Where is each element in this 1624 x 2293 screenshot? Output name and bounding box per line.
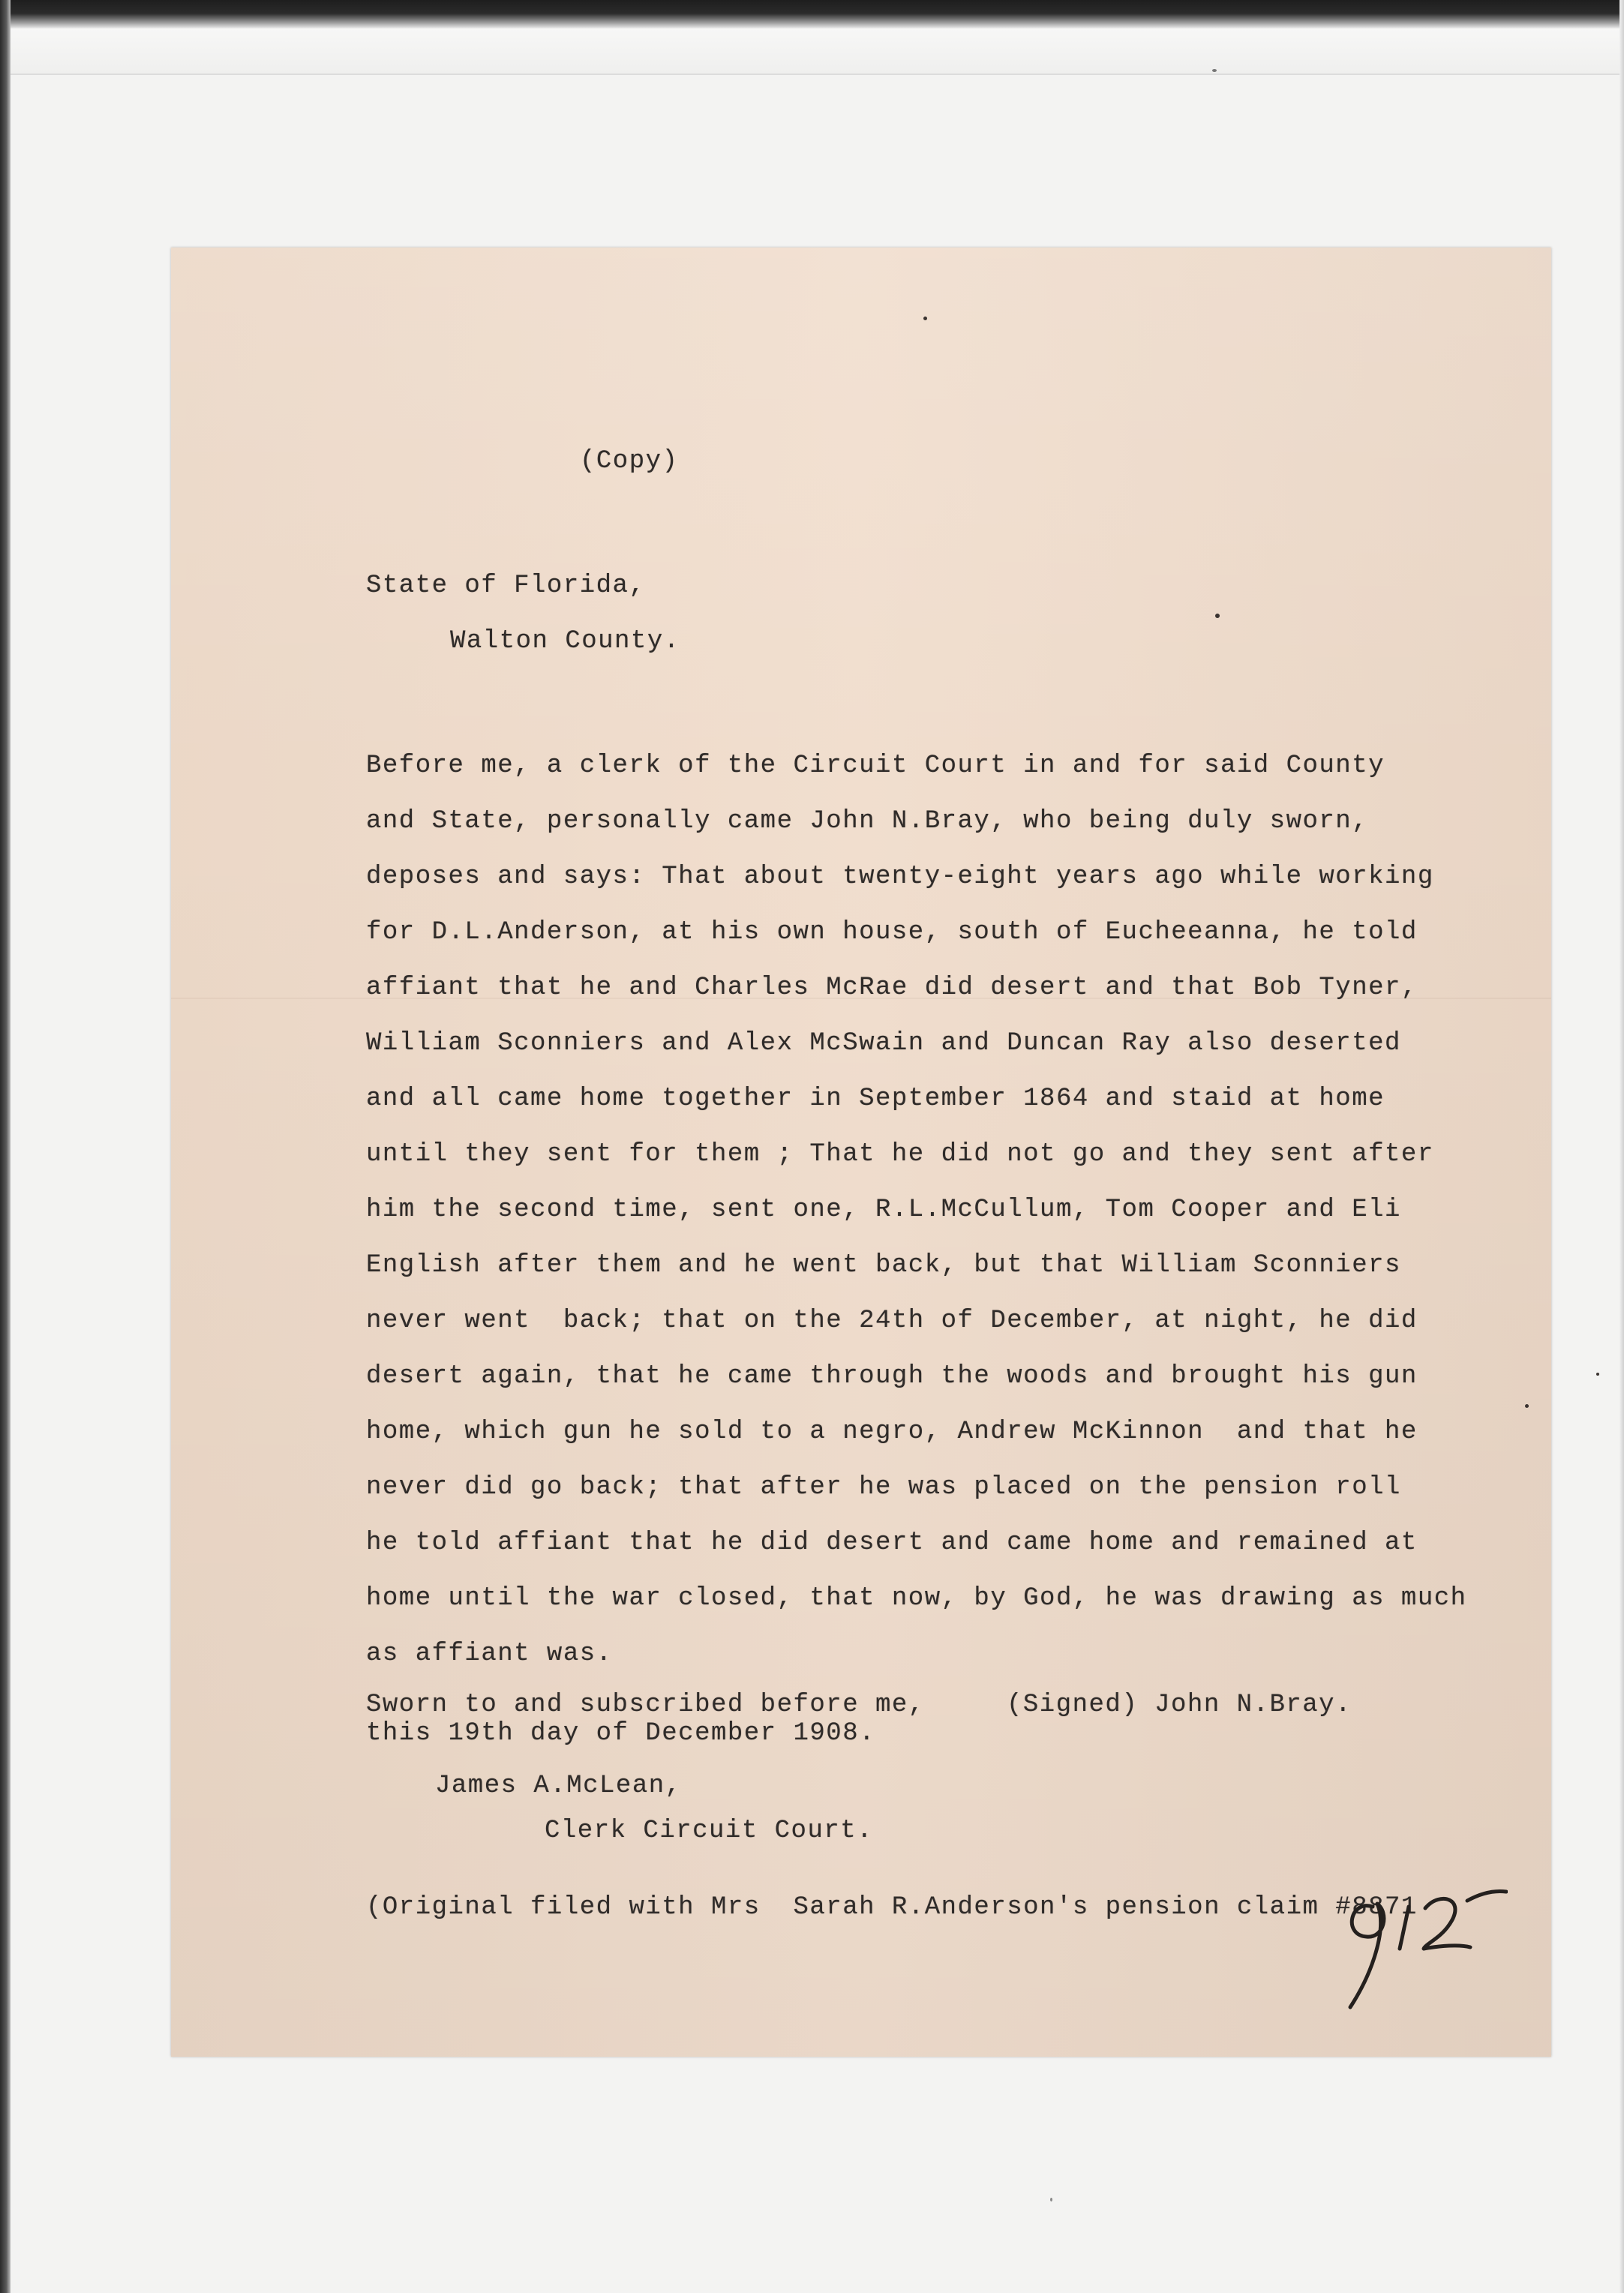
scanner-top-band [11, 29, 1624, 75]
signature-line: (Signed) John N.Bray. [1007, 1691, 1352, 1719]
paper-speck [1525, 1404, 1529, 1408]
body-line: him the second time, sent one, R.L.McCullum, Tom Cooper and Eli [366, 1196, 1401, 1224]
paper-speck [923, 317, 927, 320]
body-line: and all came home together in September 1864 and staid at home [366, 1085, 1385, 1113]
body-line: English after them and he went back, but that William Sconniers [366, 1251, 1401, 1280]
body-line: William Sconniers and Alex McSwain and Duncan Ray also deserted [366, 1029, 1401, 1058]
body-line: home, which gun he sold to a negro, Andrew McKinnon and that he [366, 1418, 1418, 1446]
body-line: and State, personally came John N.Bray, who being duly sworn, [366, 807, 1369, 836]
body-line: never did go back; that after he was placed on the pension roll [366, 1473, 1401, 1502]
body-line: for D.L.Anderson, at his own house, south of Eucheeanna, he told [366, 918, 1418, 947]
body-line: he told affiant that he did desert and came home and remained at [366, 1529, 1418, 1557]
affidavit-body [366, 738, 1467, 1682]
body-line: affiant that he and Charles McRae did desert and that Bob Tyner, [366, 974, 1418, 1002]
scanner-right-shadow [1619, 0, 1624, 2293]
scanner-speck [1050, 2198, 1052, 2201]
original-filing-note: (Original filed with Mrs Sarah R.Anderson's pension claim #8871 [366, 1893, 1418, 1922]
body-line: Before me, a clerk of the Circuit Court in and for said County [366, 752, 1385, 780]
jurat-date-line: this 19th day of December 1908. [366, 1719, 876, 1748]
body-line: deposes and says: That about twenty-eight years ago while working [366, 863, 1434, 891]
body-line: desert again, that he came through the woods and brought his gun [366, 1362, 1418, 1391]
clerk-name: James A.McLean, [435, 1772, 682, 1800]
body-line: until they sent for them ; That he did not go and they sent after [366, 1140, 1434, 1169]
clerk-title: Clerk Circuit Court. [545, 1817, 874, 1845]
scanner-speck [1212, 69, 1217, 72]
handwritten-claim-number [1320, 1860, 1508, 2010]
body-line: never went back; that on the 24th of December, at night, he did [366, 1307, 1418, 1335]
venue-county: Walton County. [450, 627, 680, 656]
paper-speck [1215, 614, 1220, 618]
venue-state: State of Florida, [366, 572, 646, 600]
scanner-left-edge [0, 0, 11, 2293]
copy-label: (Copy) [580, 447, 679, 476]
body-line: as affiant was. [366, 1640, 613, 1668]
scanner-speck [1596, 1373, 1599, 1376]
scanner-top-edge [11, 0, 1624, 29]
jurat-line: Sworn to and subscribed before me, [366, 1691, 925, 1719]
body-line: home until the war closed, that now, by God, he was drawing as much [366, 1584, 1467, 1613]
